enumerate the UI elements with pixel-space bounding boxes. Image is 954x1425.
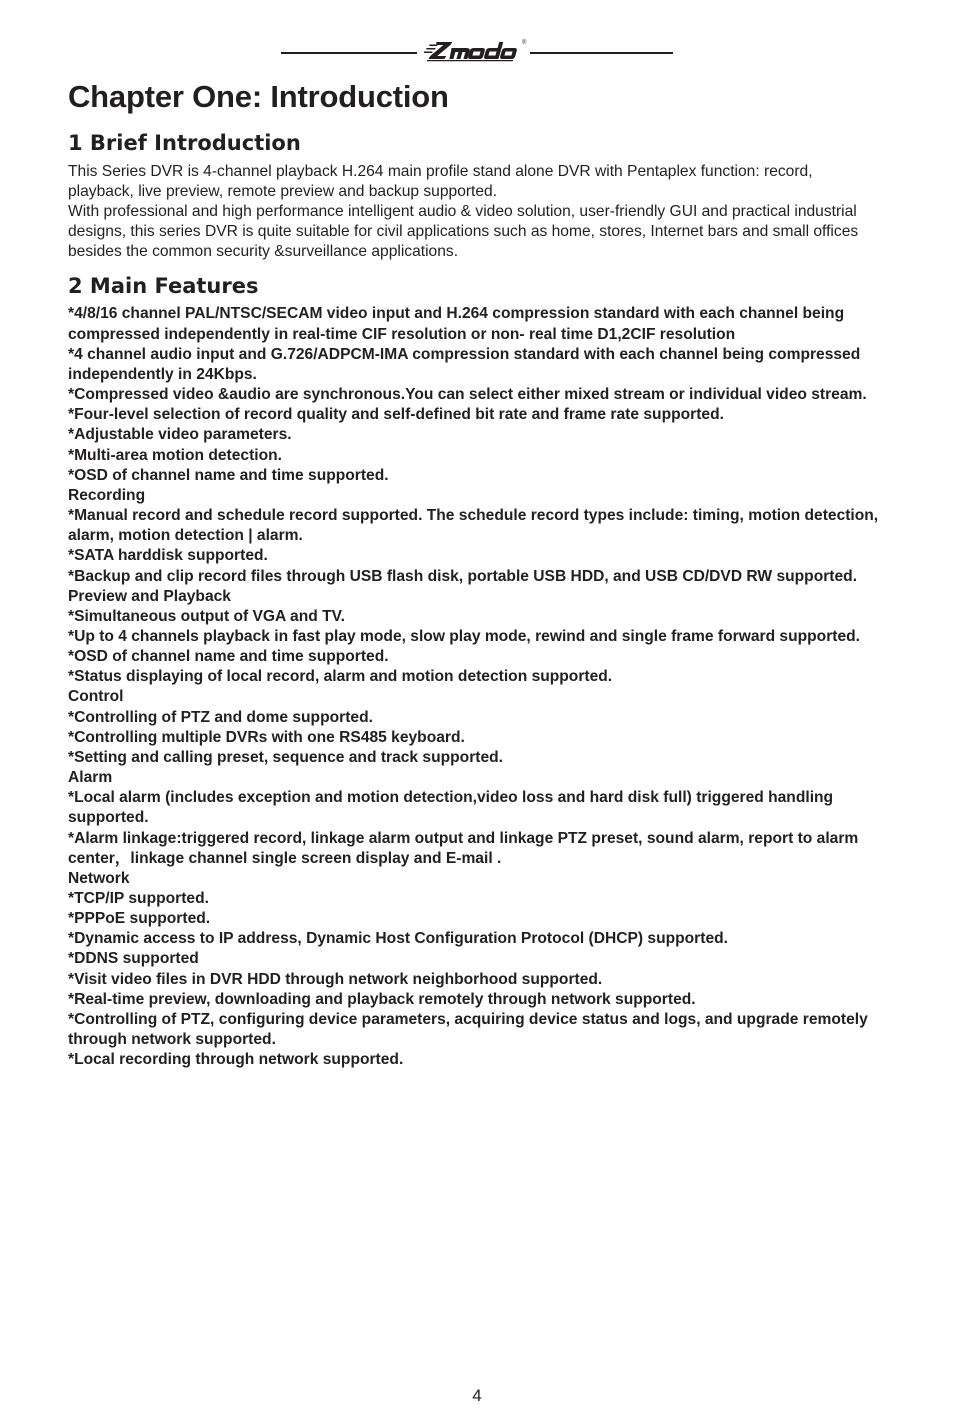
feature-line: *Local alarm (includes exception and motion detection,video loss and hard disk full) triggered handling supported.	[68, 789, 834, 827]
registered-mark: ®	[522, 40, 527, 46]
section-heading-brief-introduction: 1 Brief Introduction	[68, 131, 301, 155]
feature-line: *Alarm linkage:triggered record, linkage alarm output and linkage PTZ preset, sound alarm, report to alarm center，linkage channel single screen display and E-mail .	[68, 829, 859, 867]
feature-line: *PPPoE supported.	[68, 910, 211, 928]
feature-line: *4 channel audio input and G.726/ADPCM-IMA compression standard with each channel being compressed independently in 24Kbps.	[68, 345, 861, 383]
feature-line: *Local recording through network supported.	[68, 1051, 404, 1069]
feature-line: *Status displaying of local record, alarm and motion detection supported.	[68, 668, 613, 686]
zmodo-logo	[424, 36, 528, 66]
brief-introduction-body	[68, 162, 880, 262]
feature-line: *Controlling of PTZ and dome supported.	[68, 708, 373, 726]
intro-paragraph: With professional and high performance intelligent audio & video solution, user-friendly GUI and practical industrial designs, this series DVR is quite suitable for civil applications such as home, stores, Internet bars and small offices besides the common security &surveillance applications.	[68, 203, 859, 261]
header-rule-left	[281, 52, 417, 54]
feature-line: *Dynamic access to IP address, Dynamic Host Configuration Protocol (DHCP) supported.	[68, 930, 728, 948]
subsection-label-preview-playback: Preview and Playback	[68, 587, 231, 605]
feature-line: *Controlling of PTZ, configuring device parameters, acquiring device status and logs, and upgrade remotely through network supported.	[68, 1010, 868, 1049]
feature-line: *OSD of channel name and time supported.	[68, 466, 389, 484]
feature-line: *Visit video files in DVR HDD through network neighborhood supported.	[68, 970, 603, 988]
feature-line: *Setting and calling preset, sequence and track supported.	[68, 748, 503, 766]
subsection-label-alarm: Alarm	[68, 769, 113, 787]
feature-line: *Compressed video &audio are synchronous.You can select either mixed stream or individual video stream.	[68, 386, 867, 404]
page-number: 4	[472, 1386, 482, 1405]
feature-line: *Up to 4 channels playback in fast play mode, slow play mode, rewind and single frame forward supported.	[68, 627, 860, 645]
header-rule-right	[530, 52, 673, 54]
feature-line: *Real-time preview, downloading and playback remotely through network supported.	[68, 990, 696, 1008]
feature-line: *Backup and clip record files through USB flash disk, portable USB HDD, and USB CD/DVD RW supported.	[68, 567, 858, 585]
feature-line: *SATA harddisk supported.	[68, 547, 268, 565]
chapter-title: Chapter One: Introduction	[68, 79, 449, 114]
page-header	[0, 36, 954, 66]
subsection-label-network: Network	[68, 869, 130, 887]
page-content	[68, 76, 880, 1070]
feature-line: *Controlling multiple DVRs with one RS485 keyboard.	[68, 728, 465, 746]
feature-line: *Simultaneous output of VGA and TV.	[68, 607, 345, 625]
feature-line: *Four-level selection of record quality and self-defined bit rate and frame rate supported.	[68, 406, 724, 424]
feature-line: *Adjustable video parameters.	[68, 426, 292, 444]
subsection-label-recording: Recording	[68, 486, 146, 504]
feature-line: *OSD of channel name and time supported.	[68, 648, 389, 666]
feature-line: *Manual record and schedule record supported. The schedule record types include: timing, motion detection, alarm, motion detection | alarm.	[68, 507, 879, 545]
intro-paragraph: This Series DVR is 4-channel playback H.264 main profile stand alone DVR with Pentaplex function: record, playback, live preview, remote preview and backup supported.	[68, 163, 813, 201]
feature-line: *Multi-area motion detection.	[68, 446, 282, 464]
subsection-label-control: Control	[68, 688, 124, 706]
section-heading-main-features: 2 Main Features	[68, 274, 259, 299]
main-features-list	[68, 304, 880, 1070]
feature-line: *TCP/IP supported.	[68, 890, 209, 907]
feature-line: *4/8/16 channel PAL/NTSC/SECAM video input and H.264 compression standard with each channel being compressed independently in real-time CIF resolution or non- real time D1,2CIF resolution	[68, 305, 845, 343]
feature-line: *DDNS supported	[68, 950, 199, 968]
